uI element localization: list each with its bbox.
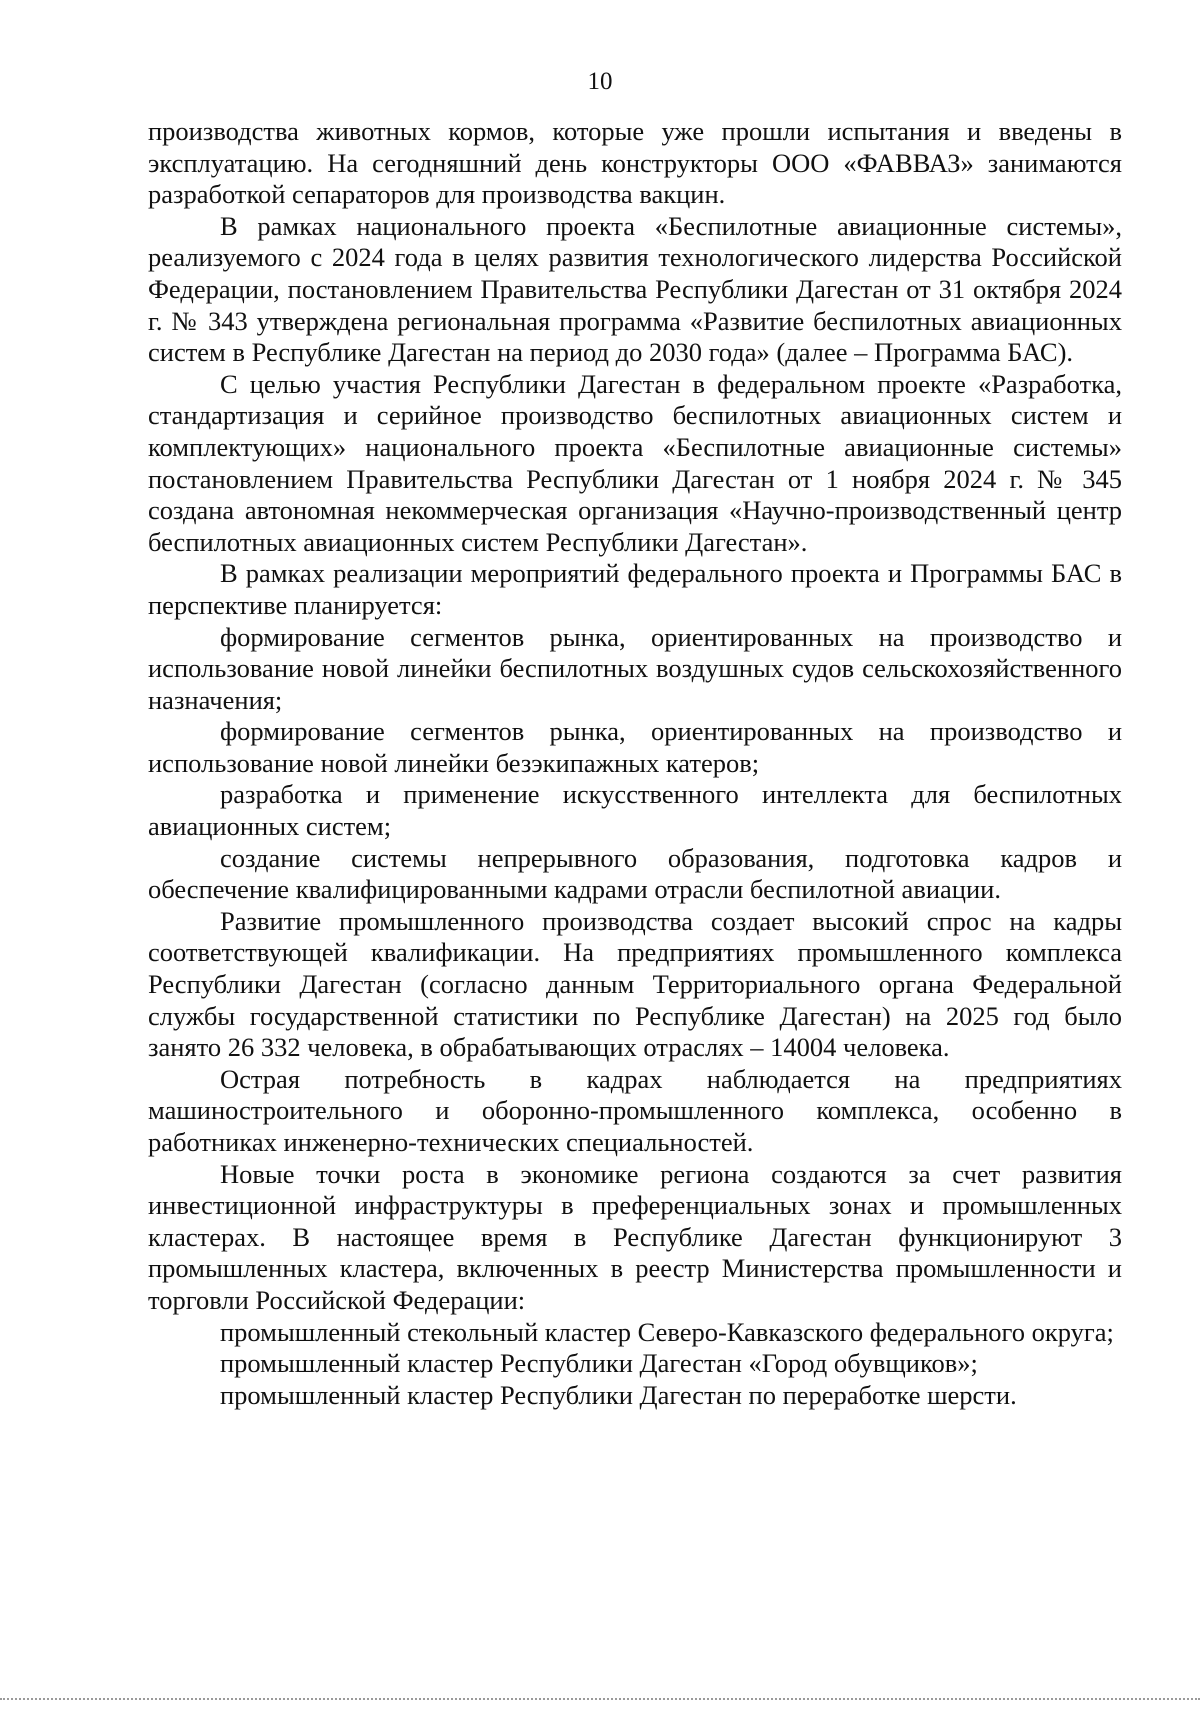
document-body	[148, 116, 1122, 1411]
page-number: 10	[587, 68, 613, 95]
paragraph-continuation: производства животных кормов, которые уже прошли испытания и введены в эксплуатацию. На сегодняшний день конструкторы ООО «ФАВВАЗ» занимаются разработкой сепараторов для производства вакцин.	[148, 116, 1122, 210]
list-item-cluster: промышленный кластер Республики Дагестан «Город обувщиков»;	[220, 1348, 978, 1379]
list-item-cluster: промышленный кластер Республики Дагестан по переработке шерсти.	[220, 1379, 1017, 1410]
paragraph-clusters-intro: Новые точки роста в экономике региона создаются за счет развития инвестиционной инфраструктуры в преференциальных зонах и промышленных кластерах. В настоящее время в Республике Дагестан функционируют 3 промышленных кластера, включенных в реестр Министерства промышленности и торговли Российской Федерации:	[148, 1158, 1122, 1315]
paragraph-personnel-shortage: Острая потребность в кадрах наблюдается на предприятиях машиностроительного и оборонно-промышленного комплекса, особенно в работниках инженерно-технических специальностей.	[148, 1063, 1122, 1157]
scan-edge-divider	[0, 1698, 1200, 1700]
paragraph-bas-center: С целью участия Республики Дагестан в федеральном проекте «Разработка, стандартизация и серийное производство беспилотных авиационных систем и комплектующих» национального проекта «Беспилотные авиационные системы» постановлением Правительства Республики Дагестан от 1 ноября 2024 г. № 345 создана автономная некоммерческая организация «Научно-производственный центр беспилотных авиационных систем Республики Дагестан».	[148, 368, 1122, 557]
list-item-plan: разработка и применение искусственного интеллекта для беспилотных авиационных систем;	[148, 779, 1122, 842]
paragraph-plans-intro: В рамках реализации мероприятий федерального проекта и Программы БАС в перспективе планируется:	[148, 558, 1122, 620]
paragraph-personnel-demand: Развитие промышленного производства создает высокий спрос на кадры соответствующей квалификации. На предприятиях промышленного комплекса Республики Дагестан (согласно данным Территориального органа Федеральной службы государственной статистики по Республике Дагестан) на 2025 год было занято 26 332 человека, в обрабатывающих отраслях – 14004 человека.	[148, 905, 1122, 1063]
list-item-cluster: промышленный стекольный кластер Северо-Кавказского федерального округа;	[220, 1316, 1114, 1347]
list-item-plan: формирование сегментов рынка, ориентированных на производство и использование новой линейки беспилотных воздушных судов сельскохозяйственного назначения;	[148, 621, 1122, 715]
list-item-plan: создание системы непрерывного образования, подготовка кадров и обеспечение квалифицированными кадрами отрасли беспилотной авиации.	[148, 842, 1122, 905]
paragraph-bas-program: В рамках национального проекта «Беспилотные авиационные системы», реализуемого с 2024 года в целях развития технологического лидерства Российской Федерации, постановлением Правительства Республики Дагестан от 31 октября 2024 г. № 343 утверждена региональная программа «Развитие беспилотных авиационных систем в Республике Дагестан на период до 2030 года» (далее – Программа БАС).	[148, 210, 1122, 368]
list-item-plan: формирование сегментов рынка, ориентированных на производство и использование новой линейки безэкипажных катеров;	[148, 716, 1122, 778]
